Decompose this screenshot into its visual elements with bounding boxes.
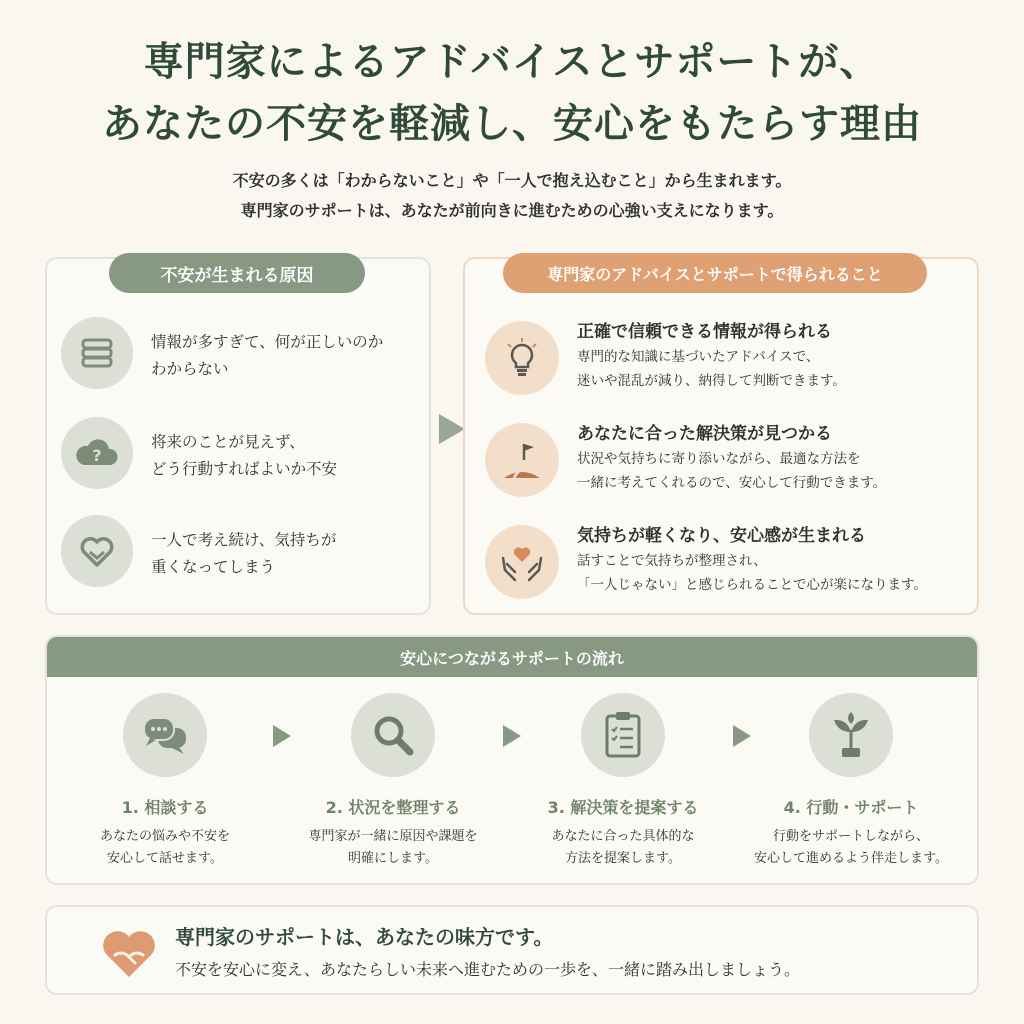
flow-heading: 安心につながるサポートの流れ bbox=[47, 637, 977, 677]
flow-step-line: 専門家が一緒に原因や課題を bbox=[308, 829, 478, 844]
cause-line: 将来のことが見えず、 bbox=[151, 433, 305, 451]
benefit-title: 気持ちが軽くなり、安心感が生まれる bbox=[577, 526, 866, 546]
benefits-heading: 専門家のアドバイスとサポートで得られること bbox=[503, 253, 927, 293]
flow-step-line: あなたに合った具体的な bbox=[551, 829, 695, 844]
chat-bubbles-icon bbox=[123, 693, 207, 777]
benefit-item bbox=[485, 419, 975, 499]
magnifier-icon bbox=[351, 693, 435, 777]
cause-line: 一人で考え続け、気持ちが bbox=[151, 531, 337, 549]
flow-step-title: 1. 相談する bbox=[121, 798, 209, 817]
cause-item bbox=[61, 417, 421, 489]
benefit-line: 専門的な知識に基づいたアドバイスで、 bbox=[577, 349, 820, 365]
causes-heading: 不安が生まれる原因 bbox=[109, 253, 365, 293]
flow-step bbox=[741, 693, 961, 870]
benefit-line: 「一人じゃない」と感じられることで心が楽になります。 bbox=[577, 577, 927, 593]
flow-step-line: あなたの悩みや不安を bbox=[99, 829, 230, 844]
flag-path-icon bbox=[485, 423, 559, 497]
benefit-title: あなたに合った解決策が見つかる bbox=[577, 424, 832, 444]
hands-heart-icon bbox=[485, 525, 559, 599]
closing-title: 専門家のサポートは、あなたの味方です。 bbox=[175, 925, 554, 949]
sprout-icon bbox=[809, 693, 893, 777]
intro-line-2: 専門家のサポートは、あなたが前向きに進むための心強い支えになります。 bbox=[240, 201, 784, 220]
stack-icon bbox=[61, 317, 133, 389]
support-flow-panel bbox=[45, 635, 979, 885]
closing-panel bbox=[45, 905, 979, 995]
lightbulb-icon bbox=[485, 321, 559, 395]
flow-step-line: 安心して進めるよう伴走します。 bbox=[754, 851, 948, 866]
cause-item bbox=[61, 317, 421, 389]
flow-step-line: 安心して話せます。 bbox=[107, 851, 223, 866]
closing-text: 不安を安心に変え、あなたらしい未来へ進むための一歩を、一緒に踏み出しましょう。 bbox=[175, 960, 800, 979]
flow-step-title: 4. 行動・サポート bbox=[783, 798, 919, 817]
benefit-title: 正確で信頼できる情報が得られる bbox=[577, 322, 832, 342]
cause-line: どう行動すればよいか不安 bbox=[151, 460, 338, 478]
benefit-line: 迷いや混乱が減り、納得して判断できます。 bbox=[577, 373, 846, 389]
heart-hands-icon bbox=[99, 925, 159, 981]
flow-step-line: 行動をサポートしながら、 bbox=[772, 829, 929, 844]
causes-panel bbox=[45, 257, 431, 615]
svg-text:?: ? bbox=[92, 446, 102, 465]
cloud-question-icon bbox=[61, 417, 133, 489]
flow-step bbox=[513, 693, 733, 870]
page-title-line-2: あなたの不安を軽減し、安心をもたらす理由 bbox=[102, 100, 922, 147]
benefits-panel bbox=[463, 257, 979, 615]
page-title-line-1: 専門家によるアドバイスとサポートが、 bbox=[143, 38, 881, 85]
benefit-item bbox=[485, 317, 975, 397]
heart-icon bbox=[61, 515, 133, 587]
flow-step-line: 方法を提案します。 bbox=[565, 851, 681, 866]
benefit-line: 状況や気持ちに寄り添いながら、最適な方法を bbox=[577, 451, 861, 467]
flow-step bbox=[55, 693, 275, 870]
cause-line: 情報が多すぎて、何が正しいのか bbox=[151, 333, 384, 351]
intro-line-1: 不安の多くは「わからないこと」や「一人で抱え込むこと」から生まれます。 bbox=[232, 171, 792, 190]
flow-step bbox=[283, 693, 503, 870]
benefit-line: 話すことで気持ちが整理され、 bbox=[577, 553, 767, 569]
flow-step-title: 2. 状況を整理する bbox=[325, 798, 461, 817]
cause-line: 重くなってしまう bbox=[151, 558, 276, 576]
benefit-item bbox=[485, 521, 975, 601]
flow-step-title: 3. 解決策を提案する bbox=[547, 798, 699, 817]
clipboard-icon bbox=[581, 693, 665, 777]
benefit-line: 一緒に考えてくれるので、安心して行動できます。 bbox=[577, 475, 887, 491]
flow-step-line: 明確にします。 bbox=[348, 851, 438, 866]
cause-line: わからない bbox=[151, 360, 229, 378]
cause-item bbox=[61, 515, 421, 587]
